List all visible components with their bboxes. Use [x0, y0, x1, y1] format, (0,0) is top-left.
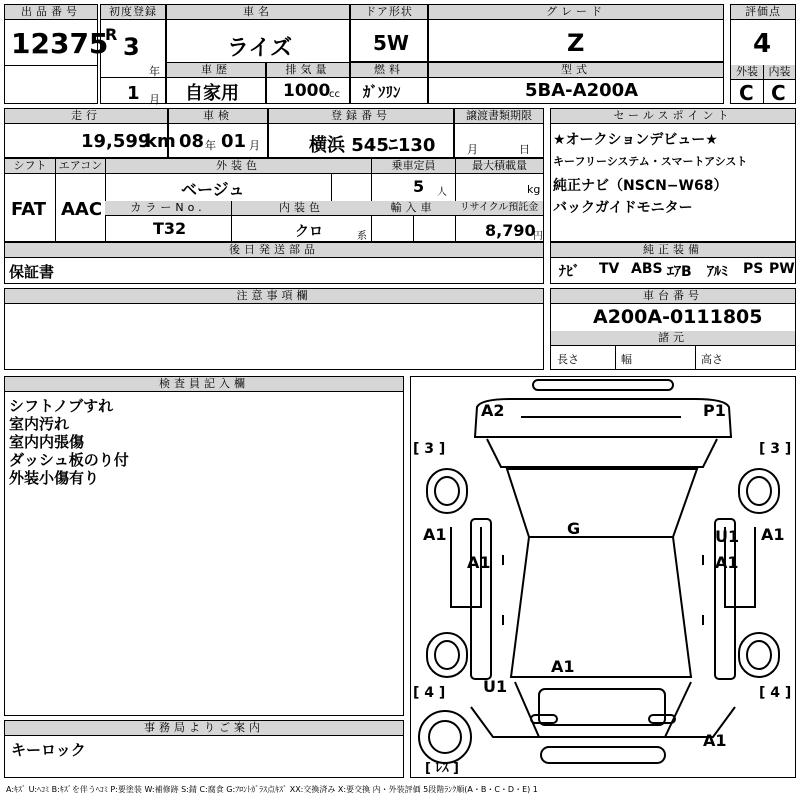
- history-label: 車歴: [167, 63, 265, 78]
- chassis-label: 車台番号: [551, 289, 795, 304]
- fuel: ｶﾞｿﾘﾝ: [363, 83, 401, 101]
- shift: FAT: [11, 199, 47, 220]
- sales-point-line: 純正ナビ（NSCN−W68）: [553, 178, 728, 194]
- fuel-box: [350, 62, 428, 104]
- mileage: 19,599: [81, 131, 151, 152]
- lot-number-label: 出品番号: [5, 5, 97, 20]
- lot-number-box: [4, 4, 109, 104]
- displacement-label: 排気量: [267, 63, 349, 78]
- sales-point-line: ★オークションデビュー★: [553, 132, 718, 148]
- legend: A:ｷｽﾞ U:ﾍｺﾐ B:ｷｽﾞを伴うﾍｺﾐ P:要塗装 W:補修跡 S:錆 C:腐食 G:ﾌﾛﾝﾄｶﾞﾗｽ点ｷｽﾞ XX:交換済み X:要交換 内・外装評価 5段階ﾗﾝｸ順(A・B・C・D・E) 1: [6, 785, 538, 794]
- inspection-year: 08: [179, 131, 205, 152]
- score-label: 評価点: [731, 5, 795, 20]
- ext-color: ベージュ: [181, 180, 245, 199]
- equipment-item: ﾅﾋﾞ: [559, 264, 580, 280]
- sales-point-line: バックガイドモニター: [553, 200, 693, 216]
- equipment-box: [550, 242, 796, 284]
- sales-point-line: キーフリーシステム・スマートアシスト: [553, 155, 748, 168]
- ac-label: エアコン: [55, 159, 105, 174]
- equipment-item: ｴｱB: [667, 264, 692, 280]
- door-label: ドア形状: [351, 5, 427, 20]
- damage-mark: A1: [551, 657, 575, 676]
- height-label: 高さ: [701, 353, 723, 366]
- chassis-number: A200A-0111805: [593, 306, 763, 328]
- color-no-label: カラーNo.: [105, 201, 231, 216]
- interior-grade: C: [771, 81, 786, 105]
- inspection-year-unit: 年: [205, 139, 216, 152]
- office-note: キーロック: [11, 741, 86, 759]
- int-color-label: 内装色: [231, 201, 371, 216]
- recycle-unit: 円: [533, 231, 543, 242]
- equipment-label: 純正装備: [551, 243, 795, 258]
- mileage-unit: km: [145, 131, 176, 152]
- equipment-item: ｱﾙﾐ: [707, 264, 728, 280]
- transfer-label: 譲渡書類期限: [455, 109, 543, 124]
- spare-tire: [ ﾚｽ ]: [425, 761, 459, 776]
- interior-label: 内装: [763, 65, 795, 80]
- month-unit: 月: [149, 93, 160, 106]
- model: 5BA-A200A: [525, 80, 639, 101]
- fuel-label: 燃料: [351, 63, 427, 78]
- later-parts-label: 後日発送部品: [5, 243, 543, 258]
- ac: AAC: [61, 199, 103, 220]
- damage-mark: U1: [483, 677, 508, 696]
- inspection-box: [168, 108, 268, 158]
- equipment-item: TV: [599, 261, 620, 277]
- sales-points-label: セールスポイント: [551, 109, 795, 124]
- displacement: 1000: [283, 81, 331, 101]
- shift-label: シフト: [5, 159, 55, 174]
- color-no: T32: [153, 219, 187, 238]
- later-parts-box: [4, 242, 544, 284]
- door-type: 5W: [373, 31, 409, 55]
- damage-mark: A1: [703, 731, 727, 750]
- score-box: [730, 4, 796, 104]
- plate: 横浜 545ﾆ130: [309, 135, 436, 156]
- damage-mark: G: [567, 519, 581, 538]
- ext-color-label: 外装色: [105, 159, 371, 174]
- history: 自家用: [185, 83, 239, 104]
- damage-mark: U1: [715, 527, 740, 546]
- grade-box: [428, 4, 724, 62]
- grade: Z: [567, 29, 585, 57]
- first-registration-box: [100, 4, 166, 104]
- displacement-box: [266, 62, 350, 104]
- displacement-unit: cc: [329, 89, 340, 100]
- sales-points-box: [550, 108, 796, 242]
- capacity: 5: [413, 177, 425, 196]
- registration-year: 3: [123, 33, 140, 61]
- load-unit: kg: [527, 183, 541, 196]
- capacity-label: 乗車定員: [371, 159, 455, 174]
- transfer-month-unit: 月: [467, 143, 478, 156]
- equipment-item: PW: [769, 261, 795, 277]
- notes-box: [4, 288, 544, 370]
- capacity-unit: 人: [437, 187, 447, 198]
- model-box: [428, 62, 724, 104]
- plate-box: [268, 108, 454, 158]
- equipment-item: ABS: [631, 261, 663, 277]
- spec-block: [4, 158, 544, 242]
- transfer-box: [454, 108, 544, 158]
- transfer-day-unit: 日: [519, 143, 530, 156]
- score: 4: [753, 29, 772, 59]
- tire-rear-right: [ 4 ]: [759, 685, 792, 701]
- model-label: 型式: [429, 63, 723, 78]
- int-color-unit: 系: [357, 231, 367, 242]
- damage-mark: A1: [467, 553, 491, 572]
- exterior-grade: C: [739, 81, 754, 105]
- spec-label: 諸元: [551, 331, 795, 346]
- mileage-box: [4, 108, 176, 158]
- damage-mark: A1: [715, 553, 739, 572]
- notes-label: 注意事項欄: [5, 289, 543, 304]
- inspection-month: 01: [221, 131, 247, 152]
- recycle-label: リサイクル預託金: [455, 201, 543, 216]
- car-outline: [411, 377, 795, 777]
- office-label: 事務局よりご案内: [5, 721, 403, 736]
- equipment-item: PS: [743, 261, 764, 277]
- inspector-label: 検査員記入欄: [5, 377, 403, 392]
- inspector-line: 外装小傷有り: [9, 469, 100, 487]
- first-registration-label: 初度登録: [101, 5, 165, 20]
- office-box: [4, 720, 404, 778]
- inspector-line: 室内汚れ: [9, 415, 70, 433]
- chassis-box: [550, 288, 796, 370]
- mileage-label: 走行: [5, 109, 167, 124]
- import-label: 輸入車: [371, 201, 455, 216]
- registration-month: 1: [127, 83, 140, 104]
- car-diagram: [410, 376, 796, 778]
- history-box: [166, 62, 266, 104]
- tire-rear-left: [ 4 ]: [413, 685, 446, 701]
- car-name: ライズ: [227, 36, 293, 61]
- int-color: クロ: [295, 224, 323, 240]
- inspection-month-unit: 月: [249, 139, 260, 152]
- exterior-label: 外装: [731, 65, 763, 80]
- inspection-label: 車検: [169, 109, 267, 124]
- later-parts: 保証書: [9, 263, 55, 281]
- grade-label: グレード: [429, 5, 723, 20]
- width-label: 幅: [621, 353, 632, 366]
- inspector-line: シフトノブすれ: [9, 397, 114, 415]
- plate-label: 登録番号: [269, 109, 453, 124]
- damage-mark: A1: [761, 525, 785, 544]
- era: R: [105, 25, 118, 44]
- door-box: [350, 4, 428, 62]
- damage-mark: P1: [703, 401, 726, 420]
- inspector-line: 室内内張傷: [9, 433, 85, 451]
- year-unit: 年: [149, 65, 160, 78]
- car-name-label: 車名: [167, 5, 349, 20]
- tire-front-right: [ 3 ]: [759, 441, 792, 457]
- length-label: 長さ: [557, 353, 579, 366]
- recycle: 8,790: [485, 221, 536, 240]
- inspector-line: ダッシュ板のり付: [9, 451, 129, 469]
- lot-number: 12375: [11, 27, 109, 60]
- load-label: 最大積載量: [455, 159, 543, 174]
- damage-mark: A2: [481, 401, 505, 420]
- tire-front-left: [ 3 ]: [413, 441, 446, 457]
- inspector-box: [4, 376, 404, 716]
- damage-mark: A1: [423, 525, 447, 544]
